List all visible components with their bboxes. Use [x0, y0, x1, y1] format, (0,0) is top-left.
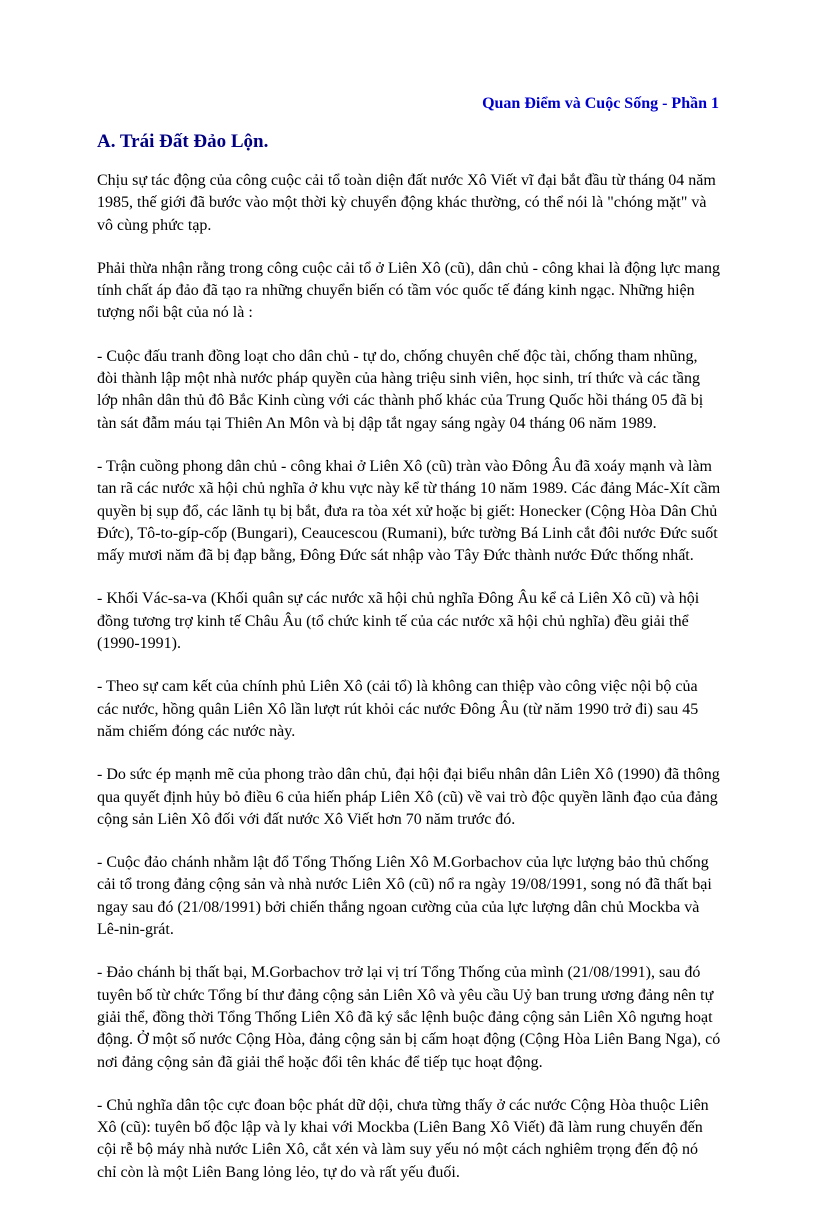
section-heading: A. Trái Đất Đảo Lộn. [97, 131, 269, 152]
paragraph-warsaw-pact: - Khối Vác-sa-va (Khối quân sự các nước xã hội chủ nghĩa Đông Âu kể cả Liên Xô cũ) và hội đồng tương trợ kinh tế Châu Âu (tổ chức kinh tế của các nước xã hội chủ nghĩa) đều giải thể (1990-1991). [97, 590, 700, 653]
body-text [97, 170, 721, 1205]
paragraph-coup: - Cuộc đảo chánh nhằm lật đổ Tổng Thống Liên Xô M.Gorbachov của lực lượng bảo thủ chống cải tổ trong đảng cộng sản và nhà nước Liên Xô (cũ) nổ ra ngày 19/08/1991, song nó đã thất bại ngay sau đó (21/08/1991) bởi chiến thắng ngoan cường của của lực lượng dân chủ Mockba và Lê-nin-grát. [97, 854, 712, 939]
running-header-title: Quan Điểm và Cuộc Sống - Phần 1 [482, 95, 719, 112]
paragraph-troop-withdrawal: - Theo sự cam kết của chính phủ Liên Xô (cải tổ) là không can thiệp vào công việc nội bộ của các nước, hồng quân Liên Xô lần lượt rút khỏi các nước Đông Âu (từ năm 1990 trở đi) sau 45 năm chiếm đóng các nước này. [97, 678, 699, 740]
paragraph-article-6: - Do sức ép mạnh mẽ của phong trào dân chủ, đại hội đại biểu nhân dân Liên Xô (1990) đã thông qua quyết định hủy bỏ điều 6 của hiến pháp Liên Xô (cũ) về vai trò độc quyền lãnh đạo của đảng cộng sản Liên Xô đối với đất nước Xô Viết hơn 70 năm trước đó. [97, 766, 720, 828]
paragraph-intro: Chịu sự tác động của công cuộc cải tổ toàn diện đất nước Xô Viết vĩ đại bắt đầu từ tháng 04 năm 1985, thế giới đã bước vào một thời kỳ chuyển động khác thường, có thể nói là "chóng mặt" và vô cùng phức tạp. [97, 172, 716, 234]
paragraph-democracy: Phải thừa nhận rằng trong công cuộc cải tổ ở Liên Xô (cũ), dân chủ - công khai là động lực mang tính chất áp đảo đã tạo ra những chuyển biến có tầm vóc quốc tế đáng kinh ngạc. Những hiện tượng nổi bật của nó là : [97, 259, 720, 322]
paragraph-nationalism: - Chủ nghĩa dân tộc cực đoan bộc phát dữ dội, chưa từng thấy ở các nước Cộng Hòa thuộc Liên Xô (cũ): tuyên bố độc lập và ly khai với Mockba (Liên Bang Xô Viết) đã làm rung chuyển đến cội rễ bộ máy nhà nước Liên Xô, cắt xén và làm suy yếu nó một cách nghiêm trọng đến độ nó chỉ còn là một Liên Bang lỏng lẻo, tự do và rất yếu đuối. [97, 1096, 709, 1181]
paragraph-coup-aftermath: - Đảo chánh bị thất bại, M.Gorbachov trở lại vị trí Tổng Thống của mình (21/08/1991), sau đó tuyên bố từ chức Tổng bí thư đảng cộng sản Liên Xô và yêu cầu Uỷ ban trung ương đảng nên tự giải thể, đồng thời Tổng Thống Liên Xô đã ký sắc lệnh buộc đảng cộng sản Liên Xô ngưng hoạt động. Ở một số nước Cộng Hòa, đảng cộng sản bị cấm hoạt động (Cộng Hòa Liên Bang Nga), có nơi đảng cộng sản đã giải thể hoặc đổi tên khác để tiếp tục hoạt động. [97, 964, 721, 1071]
paragraph-tiananmen: - Cuộc đấu tranh đồng loạt cho dân chủ - tự do, chống chuyên chế độc tài, chống tham nhũng, đòi thành lập một nhà nước pháp quyền của hàng triệu sinh viên, học sinh, trí thức và các tầng lớp nhân dân thủ đô Bắc Kinh cùng với các thành phố khác của Trung Quốc hồi tháng 05 đã bị tàn sát đẫm máu tại Thiên An Môn và bị dập tắt ngay sáng ngày 04 tháng 06 năm 1989. [97, 347, 704, 432]
paragraph-eastern-europe: - Trận cuồng phong dân chủ - công khai ở Liên Xô (cũ) tràn vào Đông Âu đã xoáy mạnh và làm tan rã các nước xã hội chủ nghĩa ở khu vực này kể từ tháng 10 năm 1989. Các đảng Mác-Xít cầm quyền bị sụp đổ, các lãnh tụ bị bắt, đưa ra tòa xét xử hoặc bị giết: Honecker (Cộng Hòa Dân Chủ Đức), Tô-to-gíp-cốp (Bungari), Ceaucescou (Rumani), bức tường Bá Linh cắt đôi nước Đức suốt mấy mươi năm đã bị đạp bằng, Đông Đức sát nhập vào Tây Đức thành nước Đức thống nhất. [97, 457, 721, 565]
